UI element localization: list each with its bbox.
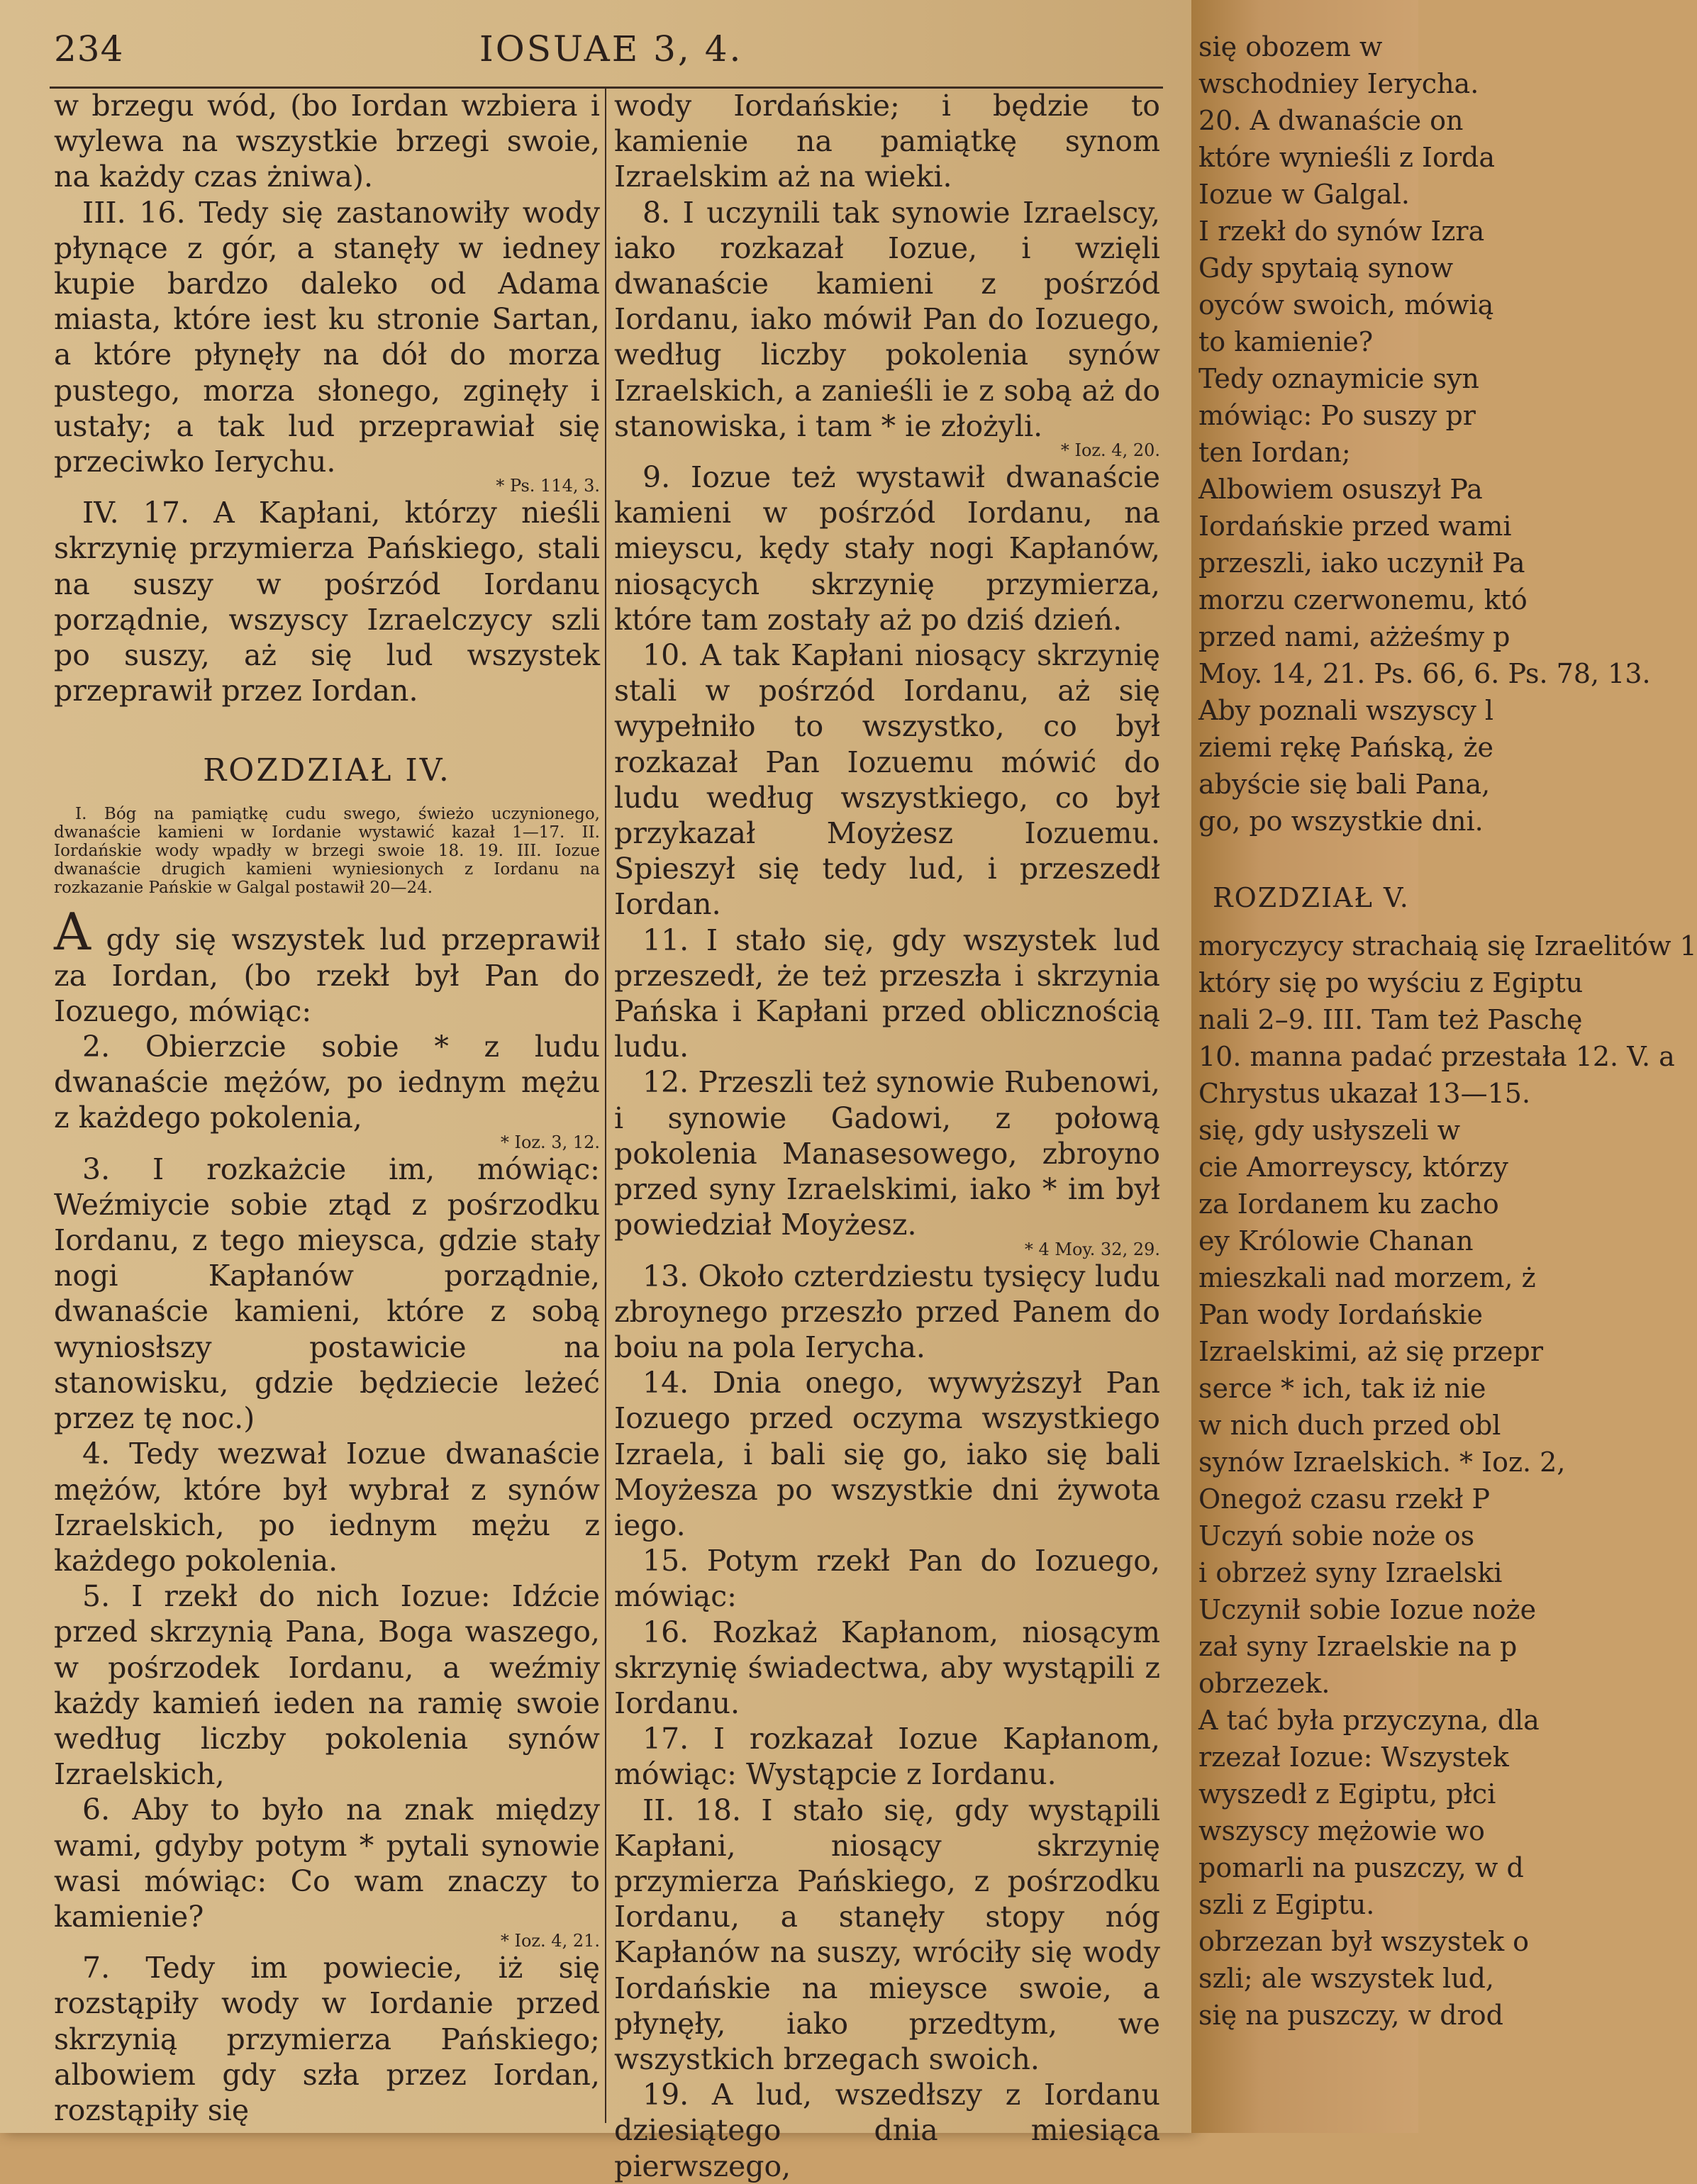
facing-line: A tać była przyczyna, dla <box>1198 1705 1540 1736</box>
running-head: IOSUAE 3, 4. <box>479 28 743 69</box>
right-column <box>614 88 1160 2184</box>
facing-line: ey Królowie Chanan <box>1198 1225 1474 1257</box>
facing-line: 20. A dwanaście on <box>1198 105 1464 136</box>
verse-6: 6. Aby to było na znak między wami, gdyby potym * pytali synowie wasi mówiąc: Co wam znaczy to kamienie? <box>54 1793 600 1934</box>
facing-line: szli z Egiptu. <box>1198 1889 1375 1920</box>
verse-13: 13. Około czterdziestu tysięcy ludu zbroynego przeszło przed Panem do boiu na pola Ierycha. <box>614 1259 1160 1364</box>
chapter-title: ROZDZIAŁ IV. <box>203 752 451 789</box>
facing-line: Uczynił sobie Iozue noże <box>1198 1594 1537 1625</box>
facing-line: Chrystus ukazał 13—15. <box>1198 1078 1531 1109</box>
verse-5: 5. I rzekł do nich Iozue: Idźcie przed skrzynią Pana, Boga waszego, w pośrzodek Iordanu, a weźmiy każdy kamień ieden na ramię swoie według liczby pokolenia synów Izraelskich, <box>54 1579 600 1792</box>
facing-bottom-lines <box>1198 927 1697 2034</box>
facing-line: Onegoż czasu rzekł P <box>1198 1483 1491 1515</box>
facing-line: Albowiem osuszył Pa <box>1198 474 1483 505</box>
paragraph: IV. 17. A Kapłani, którzy nieśli skrzynię przymierza Pańskiego, stali na suszy w pośrzód Iordanu porządnie, wszyscy Izraelczycy szli po suszy, aż się lud wszystek przeprawił przez Iordan. <box>54 496 600 708</box>
facing-line: oyców swoich, mówią <box>1198 289 1494 321</box>
paragraph: w brzegu wód, (bo Iordan wzbiera i wylewa na wszystkie brzegi swoie, na każdy czas żniwa). <box>54 89 600 194</box>
facing-line: Uczyń sobie noże os <box>1198 1520 1475 1551</box>
facing-page-text <box>1198 28 1697 2034</box>
verse-1 <box>54 902 600 1029</box>
facing-line: ten Iordan; <box>1198 437 1351 468</box>
facing-line: nali 2–9. III. Tam też Paschę <box>1198 1004 1583 1035</box>
verse-3: 3. I rozkażcie im, mówiąc: Weźmiycie sobie ztąd z pośrzodku Iordanu, z tego mieysca, gdzie stały nogi Kapłanów porządnie, dwanaście kamieni, które z sobą wyniosłszy postawicie na stanowisku, gdzie będziecie leżeć przez tę noc.) <box>54 1152 600 1436</box>
facing-line: wyszedł z Egiptu, płci <box>1198 1778 1496 1810</box>
facing-line: morzu czerwonemu, któ <box>1198 584 1528 615</box>
facing-line: Gdy spytaią synow <box>1198 252 1454 284</box>
footnote-reference: * Ioz. 4, 21. <box>500 1931 600 1951</box>
verse-8: 8. I uczynili tak synowie Izraelscy, iako rozkazał Iozue, i wzięli dwanaście kamieni z pośrzód Iordanu, iako mówił Pan do Iozuego, według liczby pokolenia synów Izraelskich, a zanieśli ie z sobą aż do stanowiska, i tam * ie złożyli. <box>614 195 1160 443</box>
verse-17: 17. I rozkazał Iozue Kapłanom, mówiąc: Wystąpcie z Iordanu. <box>614 1722 1160 1792</box>
facing-line: w nich duch przed obl <box>1198 1410 1501 1441</box>
verse-2: 2. Obierzcie sobie * z ludu dwanaście mężów, po iednym mężu z każdego pokolenia, <box>54 1030 600 1135</box>
facing-line: Aby poznali wszyscy l <box>1198 695 1494 726</box>
verse-12: 12. Przeszli też synowie Rubenowi, i synowie Gadowi, z połową pokolenia Manasesowego, zbroyno przed syny Izraelskimi, iako * im był powiedział Moyżesz. <box>614 1065 1160 1242</box>
facing-line: go, po wszystkie dni. <box>1198 806 1484 837</box>
verse-19: 19. A lud, wszedłszy z Iordanu dziesiątego dnia miesiąca pierwszego, <box>614 2078 1160 2183</box>
paragraph: wody Iordańskie; i będzie to kamienie na pamiątkę synom Izraelskim aż na wieki. <box>614 89 1160 194</box>
page-number: 234 <box>54 28 124 69</box>
facing-line: ziemi rękę Pańską, że <box>1198 732 1494 763</box>
footnote-reference: * Ps. 114, 3. <box>496 476 600 496</box>
facing-line: przeszli, iako uczynił Pa <box>1198 547 1525 579</box>
verse-15: 15. Potym rzekł Pan do Iozuego, mówiąc: <box>614 1544 1160 1614</box>
facing-line: obrzezan był wszystek o <box>1198 1926 1530 1957</box>
facing-line: Izraelskimi, aż się przepr <box>1198 1336 1543 1367</box>
facing-line: to kamienie? <box>1198 326 1374 357</box>
page-header <box>54 28 1160 78</box>
verse-11: 11. I stało się, gdy wszystek lud przeszedł, że też przeszła i skrzynia Pańska i Kapłani przed oblicznością ludu. <box>614 923 1160 1064</box>
facing-line: Pan wody Iordańskie <box>1198 1299 1484 1330</box>
verse-14: 14. Dnia onego, wywyższył Pan Iozuego przed oczyma wszystkiego Izraela, i bali się go, iako się bali Moyżesza po wszystkie dni żywota iego. <box>614 1366 1160 1542</box>
verse-16: 16. Rozkaż Kapłanom, niosącym skrzynię świadectwa, aby wystąpili z Iordanu. <box>614 1615 1160 1720</box>
facing-chapter-title: ROZDZIAŁ V. <box>1213 882 1410 913</box>
facing-line: które wynieśli z Iorda <box>1198 142 1496 173</box>
verse-7: 7. Tedy im powiecie, iż się rozstąpiły wody w Iordanie przed skrzynią przymierza Pańskiego; albowiem gdy szła przez Iordan, rozstąpiły się <box>54 1951 600 2127</box>
verse-18: II. 18. I stało się, gdy wystąpili Kapłani, niosący skrzynię przymierza Pańskiego, z pośrzodku Iordanu, a stanęły stopy nóg Kapłanów na suszy, wróciły się wody Iordańskie na mieysce swoie, a płynęły, iako przedtym, we wszystkich brzegach swoich. <box>614 1793 1160 2076</box>
footnote-reference: * Ioz. 4, 20. <box>1060 440 1160 461</box>
facing-line: cie Amorreyscy, którzy <box>1198 1152 1508 1183</box>
paragraph: III. 16. Tedy się zastanowiły wody płynące z gór, a stanęły w iedney kupie bardzo daleko od Adama miasta, które iest ku stronie Sartan, a które płynęły na dół do morza pustego, morza słonego, zginęły i ustały; a tak lud przeprawiał się przeciwko Ierychu. <box>54 195 600 479</box>
facing-line: Iordańskie przed wami <box>1198 511 1512 542</box>
facing-line: wschodniey Ierycha. <box>1198 68 1479 99</box>
facing-line: 10. manna padać przestała 12. V. a <box>1198 1041 1675 1072</box>
facing-line: mówiąc: Po suszy pr <box>1198 400 1476 431</box>
footnote-reference: * 4 Moy. 32, 29. <box>1024 1239 1160 1259</box>
facing-top-lines <box>1198 28 1651 840</box>
facing-line: rzezał Iozue: Wszystek <box>1198 1742 1509 1773</box>
drop-cap: A <box>54 902 91 962</box>
facing-line: się obozem w <box>1198 31 1383 62</box>
facing-line: się na puszczy, w drod <box>1198 2000 1503 2031</box>
facing-line: szli; ale wszystek lud, <box>1198 1963 1494 1994</box>
facing-line: pomarli na puszczy, w d <box>1198 1852 1524 1883</box>
facing-line: serce * ich, tak iż nie <box>1198 1373 1486 1404</box>
left-column <box>54 88 600 2128</box>
facing-line: obrzezek. <box>1198 1668 1330 1699</box>
facing-line: mieszkali nad morzem, ż <box>1198 1262 1536 1293</box>
footnote-reference: * Ioz. 3, 12. <box>500 1132 600 1152</box>
facing-line: synów Izraelskich. * Ioz. 2, <box>1198 1447 1566 1478</box>
facing-line: za Iordanem ku zacho <box>1198 1188 1499 1220</box>
facing-line: abyście się bali Pana, <box>1198 769 1491 800</box>
verse-10: 10. A tak Kapłani niosący skrzynię stali w pośrzód Iordanu, aż się wypełniło to wszystko, co był rozkazał Pan Iozuemu mówić do ludu według wszystkiego, co był przykazał Moyżesz Iozuemu. Spieszył się tedy lud, i przeszedł Iordan. <box>614 638 1160 922</box>
facing-line: Moy. 14, 21. Ps. 66, 6. Ps. 78, 13. <box>1198 658 1651 689</box>
facing-line: wszyscy mężowie wo <box>1198 1815 1485 1846</box>
facing-line: I rzekł do synów Izra <box>1198 216 1485 247</box>
facing-page <box>1191 0 1697 2133</box>
facing-line: przed nami, ażżeśmy p <box>1198 621 1510 652</box>
facing-line: i obrzeż syny Izraelski <box>1198 1557 1503 1588</box>
verse-text: gdy się wszystek lud przeprawił za Iordan, (bo rzekł był Pan do Iozuego, mówiąc: <box>54 923 600 1028</box>
facing-line: się, gdy usłyszeli w <box>1198 1115 1461 1146</box>
facing-line: Iozue w Galgal. <box>1198 179 1410 210</box>
chapter-summary: I. Bóg na pamiątkę cudu swego, świeżo uczynionego, dwanaście kamieni w Iordanie wystawić kazał 1—17. II. Iordańskie wody wpadły w brzegi swoie 18. 19. III. Iozue dwanaście drugich kamieni wyniesionych z Iordanu na rozkazanie Pańskie w Galgal postawił 20—24. <box>54 805 600 898</box>
facing-line: który się po wyściu z Egiptu <box>1198 967 1584 998</box>
verse-4: 4. Tedy wezwał Iozue dwanaście mężów, które był wybrał z synów Izraelskich, po iednym mężu z każdego pokolenia. <box>54 1437 600 1578</box>
column-divider <box>605 88 606 2123</box>
facing-line: Tedy oznaymicie syn <box>1198 363 1479 394</box>
facing-line: moryczycy strachaią się Izraelitów 1 <box>1198 930 1697 962</box>
facing-line: zał syny Izraelskie na p <box>1198 1631 1518 1662</box>
verse-9: 9. Iozue też wystawił dwanaście kamieni w pośrzód Iordanu, na mieyscu, kędy stały nogi Kapłanów, niosących skrzynię przymierza, które tam zostały aż po dziś dzień. <box>614 460 1160 637</box>
